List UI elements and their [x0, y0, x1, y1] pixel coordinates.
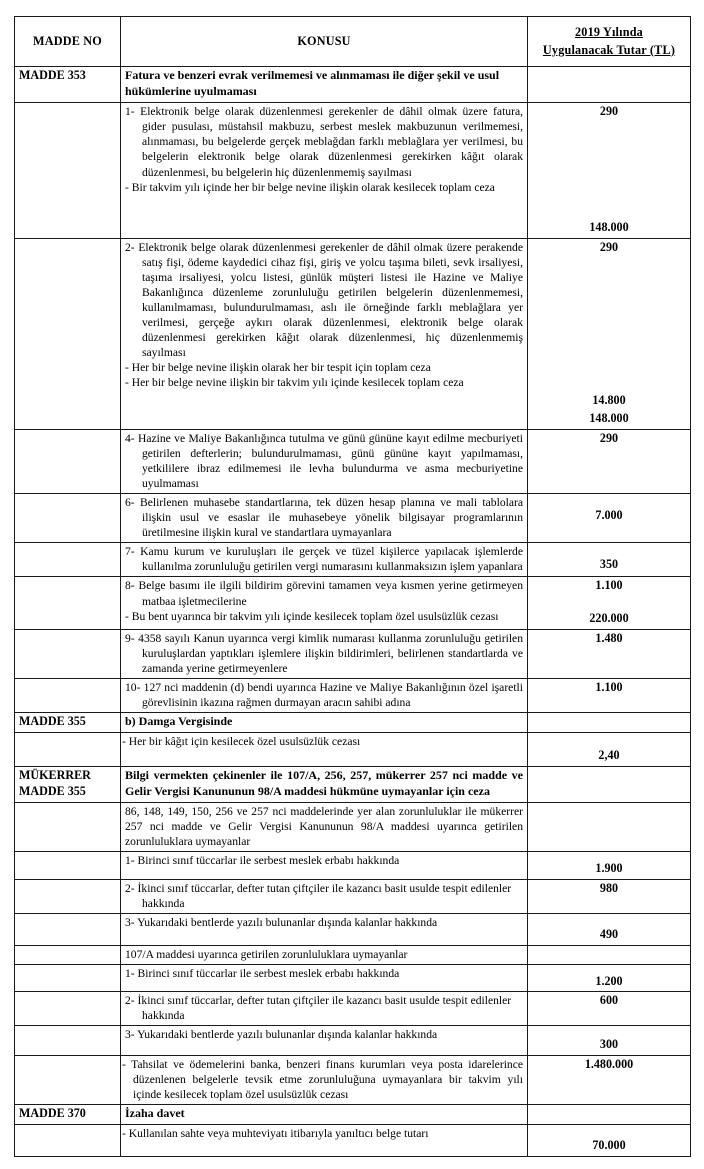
konu-item-text: 7- Kamu kurum ve kuruluşları ile gerçek ve tüzel kişilerce yapılacak işlemlerde kullanılma zorunluluğu getirilen vergi numarasını kullanmaksızın işlem yapanlara: [125, 545, 523, 574]
amount-cell: [528, 577, 691, 629]
konu-cell: [121, 992, 528, 1026]
amount-cell: [528, 802, 691, 851]
table-row: [15, 577, 691, 629]
konu-cell: [121, 1056, 528, 1105]
madde-no-cell: [15, 964, 121, 992]
madde-no-cell: MADDE 353: [15, 67, 121, 103]
amount-primary: 1.480: [595, 630, 623, 645]
madde-no-cell: [15, 1125, 121, 1157]
amount-cell: [528, 766, 691, 802]
konu-item-text: 2- İkinci sınıf tüccarlar, defter tutan çiftçiler ile kazancı basit usulde tespit edilenler hakkında: [125, 881, 512, 910]
madde-no-cell: [15, 802, 121, 851]
konu-cell: [121, 733, 528, 767]
konu-cell: [121, 1026, 528, 1056]
table-row: [15, 1056, 691, 1105]
madde-no-cell: [15, 1026, 121, 1056]
amount-primary: 600: [599, 993, 619, 1008]
amount-cell: [528, 713, 691, 733]
table-row: [15, 238, 691, 429]
konu-cell: [121, 543, 528, 577]
madde-no-cell: [15, 543, 121, 577]
table-row: [15, 494, 691, 543]
konu-cell: Bilgi vermekten çekinenler ile 107/A, 256, 257, mükerrer 257 nci madde ve Gelir Vergisi Kanununun 98/A maddesi hükmüne uymayanlar için ceza: [121, 766, 528, 802]
konu-cell: [121, 851, 528, 879]
madde-no-cell: [15, 992, 121, 1026]
amount-primary: 350: [599, 557, 619, 572]
madde-no-cell: [15, 851, 121, 879]
table-row: [15, 629, 691, 678]
amount-cell: [528, 679, 691, 713]
table-row: [15, 679, 691, 713]
konu-cell: İzaha davet: [121, 1105, 528, 1125]
konu-cell: [121, 577, 528, 629]
konu-cell: [121, 964, 528, 992]
konu-cell: Fatura ve benzeri evrak verilmemesi ve alınmaması ile diğer şekil ve usul hükümlerine uyulmaması: [121, 67, 528, 103]
konu-cell: [121, 429, 528, 493]
table-header-row: [15, 17, 691, 67]
konu-item-text: 6- Belirlenen muhasebe standartlarına, tek düzen hesap planına ve mali tablolara ilişkin usul ve esaslar ile muhasebeye yönelik bilgisayar programlarının üretilmesine ilişkin kural ve standartlara uymayanlara: [125, 496, 523, 540]
amount-cell: [528, 851, 691, 879]
amount-cell: [528, 494, 691, 543]
amount-primary: 7.000: [595, 508, 623, 523]
konu-item-text: 4- Hazine ve Maliye Bakanlığınca tutulma ve günü gününe kayıt edilme mecburiyeti getirilen defterlerin; bulundurulmaması, günü gününe kayıt yapılmaması, yetkililere ibraz edilmemesi ile levha bulundurma ve asma mecburiyetine uyulmaması: [125, 431, 523, 491]
amount-cell: [528, 945, 691, 964]
konu-item-text: 3- Yukarıdaki bentlerde yazılı bulunanlar dışında kalanlar hakkında: [125, 915, 438, 929]
amount-primary: 490: [599, 926, 619, 941]
amount-primary: 290: [599, 239, 619, 254]
table-row: [15, 964, 691, 992]
table-row: [15, 1105, 691, 1125]
header-tutar-line1: 2019 Yılında: [575, 25, 643, 39]
madde-no-line2: MADDE 355: [19, 783, 86, 798]
table-row: [15, 1026, 691, 1056]
header-tutar: [528, 17, 691, 67]
konu-cell: b) Damga Vergisinde: [121, 713, 528, 733]
madde-no-cell: [15, 945, 121, 964]
konu-item-text: - Kullanılan sahte veya muhteviyatı itibarıyla yanıltıcı belge tutarı: [122, 1127, 429, 1141]
konu-cell: [121, 103, 528, 238]
amount-primary: 2,40: [598, 748, 620, 763]
konu-item-text: 9- 4358 sayılı Kanun uyarınca vergi kimlik numarası kullanma zorunluluğu getirilen kuruluşlardan yaptıkları işlemlere ilişkin bildirimleri, belirlenen standartlarda ve zamanda yerine getirmeyenlere: [125, 631, 523, 675]
madde-no-cell: [15, 429, 121, 493]
amount-primary: 70.000: [592, 1138, 626, 1153]
madde-no-cell: [15, 629, 121, 678]
konu-cell: [121, 629, 528, 678]
madde-no-cell: [15, 766, 121, 802]
table-row: [15, 733, 691, 767]
header-madde-no: MADDE NO: [15, 17, 121, 67]
amount-secondary: 220.000: [589, 611, 629, 626]
madde-no-cell: [15, 577, 121, 629]
amount-secondary-2: 148.000: [589, 411, 629, 426]
konu-subitem-text: - Bu bent uyarınca bir takvim yılı içinde kesilecek toplam özel usulsüzlük cezası: [125, 609, 499, 623]
konu-item-text: - Her bir kâğıt için kesilecek özel usulsüzlük cezası: [122, 735, 361, 749]
header-tutar-line2: Uygulanacak Tutar (TL): [542, 42, 676, 57]
konu-cell: 86, 148, 149, 150, 256 ve 257 nci maddelerinde yer alan zorunluluklar ile mükerrer 257 nci madde ve Gelir Vergisi Kanununun 98/A maddesi uyarınca getirilen zorunluluklara uymayanlar: [121, 802, 528, 851]
amount-cell: [528, 733, 691, 767]
amount-cell: [528, 629, 691, 678]
amount-cell: [528, 1105, 691, 1125]
amount-secondary-1: 14.800: [592, 393, 626, 408]
amount-primary: 290: [599, 104, 619, 119]
table-row: [15, 802, 691, 851]
table-row: [15, 851, 691, 879]
amount-cell: [528, 238, 691, 429]
konu-cell: [121, 913, 528, 945]
header-tutar-lines: [532, 24, 686, 59]
madde-no-cell: [15, 679, 121, 713]
konu-item-text: 10- 127 nci maddenin (d) bendi uyarınca Hazine ve Maliye Bakanlığının özel işaretli görevlisinin ikazına rağmen durmayan aracın sahibi adına: [125, 681, 523, 710]
amount-cell: [528, 103, 691, 238]
amount-cell: [528, 429, 691, 493]
amount-primary: 1.200: [595, 973, 623, 988]
header-konusu: KONUSU: [121, 17, 528, 67]
amount-cell: [528, 1056, 691, 1105]
madde-no-cell: [15, 733, 121, 767]
konu-cell: [121, 879, 528, 913]
konu-item-text: 1- Elektronik belge olarak düzenlenmesi gerekenler de dâhil olmak üzere fatura, gider pusulası, müstahsil makbuzu, serbest meslek makbuzunun verilmemesi, alınmaması, bu belgelerde gerçek meblağdan farklı meblağlara yer verilmesi, bu belgelerin elektronik belge olarak düzenlenmesi gerekirken kâğıt olarak düzenlenmesi, bu belgelerin hiç düzenlenmemiş sayılması: [125, 105, 523, 179]
konu-item-text: 2- İkinci sınıf tüccarlar, defter tutan çiftçiler ile kazancı basit usulde tespit edilenler hakkında: [125, 994, 512, 1023]
amount-cell: [528, 1125, 691, 1157]
konu-item-text: 2- Elektronik belge olarak düzenlenmesi gerekenler de dâhil olmak üzere perakende satış fişi, ödeme kaydedici cihaz fişi, giriş ve yolcu taşıma bileti, sevk irsaliyesi, taşıma irsaliyesi, yolcu listesi, günlük müşteri listesi ile Hazine ve Maliye Bakanlığınca düzenleme zorunluluğu getirilen belgelerin düzenlenmemesi, kullanılmaması, bulundurulmaması, aslı ile örneğinde farklı meblağlara yer verilmesi, gerçeğe aykırı olarak düzenlenmesi, elektronik belge olarak düzenlenmesi gerekirken kâğıt olarak düzenlenmesi, hiç düzenlenmemiş sayılması: [125, 240, 523, 360]
amount-primary: 1.480.000: [584, 1057, 634, 1072]
tax-penalty-table: [14, 16, 691, 1157]
table-row: [15, 543, 691, 577]
amount-cell: [528, 913, 691, 945]
konu-subitem-text-1: - Her bir belge nevine ilişkin olarak her bir tespit için toplam ceza: [125, 361, 431, 375]
amount-secondary: 148.000: [589, 220, 629, 234]
table-row: [15, 67, 691, 103]
konu-cell: [121, 679, 528, 713]
madde-no-cell: MADDE 355: [15, 713, 121, 733]
konu-cell: [121, 494, 528, 543]
amount-cell: [528, 992, 691, 1026]
amount-cell: [528, 964, 691, 992]
madde-no-cell: [15, 238, 121, 429]
table-row: [15, 766, 691, 802]
madde-no-cell: [15, 494, 121, 543]
amount-cell: [528, 1026, 691, 1056]
konu-subitem-text: - Bir takvim yılı içinde her bir belge nevine ilişkin olarak kesilecek toplam ceza: [125, 180, 495, 194]
konu-cell: [121, 238, 528, 429]
amount-primary: 1.900: [595, 860, 623, 875]
table-row: [15, 945, 691, 964]
konu-item-text: 8- Belge basımı ile ilgili bildirim görevini tamamen veya kısmen yerine getirmeyen matbaa işletmecilerine: [125, 579, 523, 608]
table-row: [15, 992, 691, 1026]
amount-primary: 980: [599, 880, 619, 895]
konu-cell: [121, 1125, 528, 1157]
amount-cell: [528, 543, 691, 577]
madde-no-cell: MADDE 370: [15, 1105, 121, 1125]
konu-item-text: 3- Yukarıdaki bentlerde yazılı bulunanlar dışında kalanlar hakkında: [125, 1028, 438, 1042]
amount-primary: 300: [599, 1037, 619, 1052]
amount-primary: 290: [599, 430, 619, 445]
konu-item-text: 1- Birinci sınıf tüccarlar ile serbest meslek erbabı hakkında: [125, 966, 400, 980]
amount-primary: 1.100: [595, 578, 623, 593]
konu-item-text: - Tahsilat ve ödemelerini banka, benzeri finans kurumları veya posta idarelerince düzenlenen belgelerle tevsik etme zorunluluğuna uymayanlara bir takvim yılı içinde kesilecek toplam özel usulsüzlük cezası: [122, 1058, 523, 1102]
konu-cell: 107/A maddesi uyarınca getirilen zorunluluklara uymayanlar: [121, 945, 528, 964]
amount-cell: [528, 879, 691, 913]
table-row: [15, 879, 691, 913]
table-row: [15, 1125, 691, 1157]
table-row: [15, 429, 691, 493]
konu-item-text: 1- Birinci sınıf tüccarlar ile serbest meslek erbabı hakkında: [125, 853, 400, 867]
table-row: [15, 103, 691, 238]
amount-cell: [528, 67, 691, 103]
madde-no-cell: [15, 913, 121, 945]
madde-no-cell: [15, 1056, 121, 1105]
table-row: [15, 713, 691, 733]
madde-no-cell: [15, 103, 121, 238]
madde-no-cell: [15, 879, 121, 913]
konu-subitem-text-2: - Her bir belge nevine ilişkin bir takvim yılı içinde kesilecek toplam ceza: [125, 376, 464, 390]
amount-primary: 1.100: [595, 680, 623, 695]
table-row: [15, 913, 691, 945]
madde-no-line1: MÜKERRER: [19, 767, 91, 782]
